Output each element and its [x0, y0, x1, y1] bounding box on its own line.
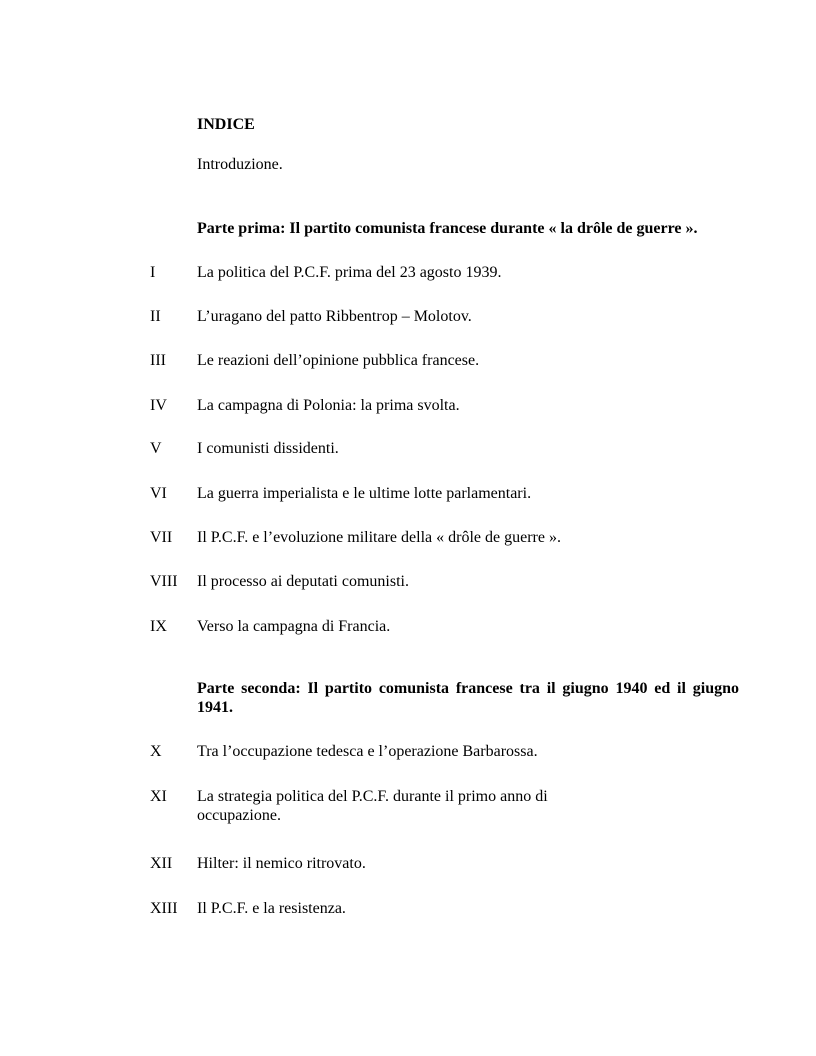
- chapter-title: L’uragano del patto Ribbentrop – Molotov.: [197, 308, 472, 325]
- part-one-heading: Parte prima: Il partito comunista francese durante « la drôle de guerre ».: [197, 220, 698, 237]
- chapter-number: II: [150, 308, 161, 325]
- chapter-number: IX: [150, 618, 167, 635]
- chapter-title: Verso la campagna di Francia.: [197, 618, 391, 635]
- part-two-heading: Parte seconda: Il partito comunista francese tra il giugno 1940 ed il giugno 1941.: [197, 680, 739, 716]
- chapter-title: La politica del P.C.F. prima del 23 agosto 1939.: [197, 264, 502, 281]
- introduction-entry: Introduzione.: [197, 156, 283, 173]
- chapter-number: I: [150, 264, 156, 281]
- chapter-number: VIII: [150, 573, 178, 590]
- index-title: INDICE: [197, 116, 255, 133]
- chapter-title: Il P.C.F. e la resistenza.: [197, 900, 346, 917]
- chapter-title: Hilter: il nemico ritrovato.: [197, 855, 366, 872]
- chapter-title: La guerra imperialista e le ultime lotte parlamentari.: [197, 485, 532, 502]
- chapter-number: XI: [150, 788, 167, 805]
- chapter-title: Il P.C.F. e l’evoluzione militare della « drôle de guerre ».: [197, 529, 561, 546]
- chapter-number: XII: [150, 855, 173, 872]
- chapter-number: VI: [150, 485, 167, 502]
- chapter-title: Tra l’occupazione tedesca e l’operazione Barbarossa.: [197, 743, 538, 760]
- chapter-title: Il processo ai deputati comunisti.: [197, 573, 409, 590]
- chapter-number: III: [150, 352, 166, 369]
- chapter-number: V: [150, 440, 162, 457]
- chapter-title: Le reazioni dell’opinione pubblica francese.: [197, 352, 480, 369]
- chapter-title: La strategia politica del P.C.F. durante il primo anno di occupazione.: [197, 788, 548, 824]
- chapter-number: IV: [150, 397, 167, 414]
- chapter-number: VII: [150, 529, 173, 546]
- chapter-number: XIII: [150, 900, 178, 917]
- chapter-title: I comunisti dissidenti.: [197, 440, 339, 457]
- chapter-number: X: [150, 743, 162, 760]
- chapter-title: La campagna di Polonia: la prima svolta.: [197, 397, 460, 414]
